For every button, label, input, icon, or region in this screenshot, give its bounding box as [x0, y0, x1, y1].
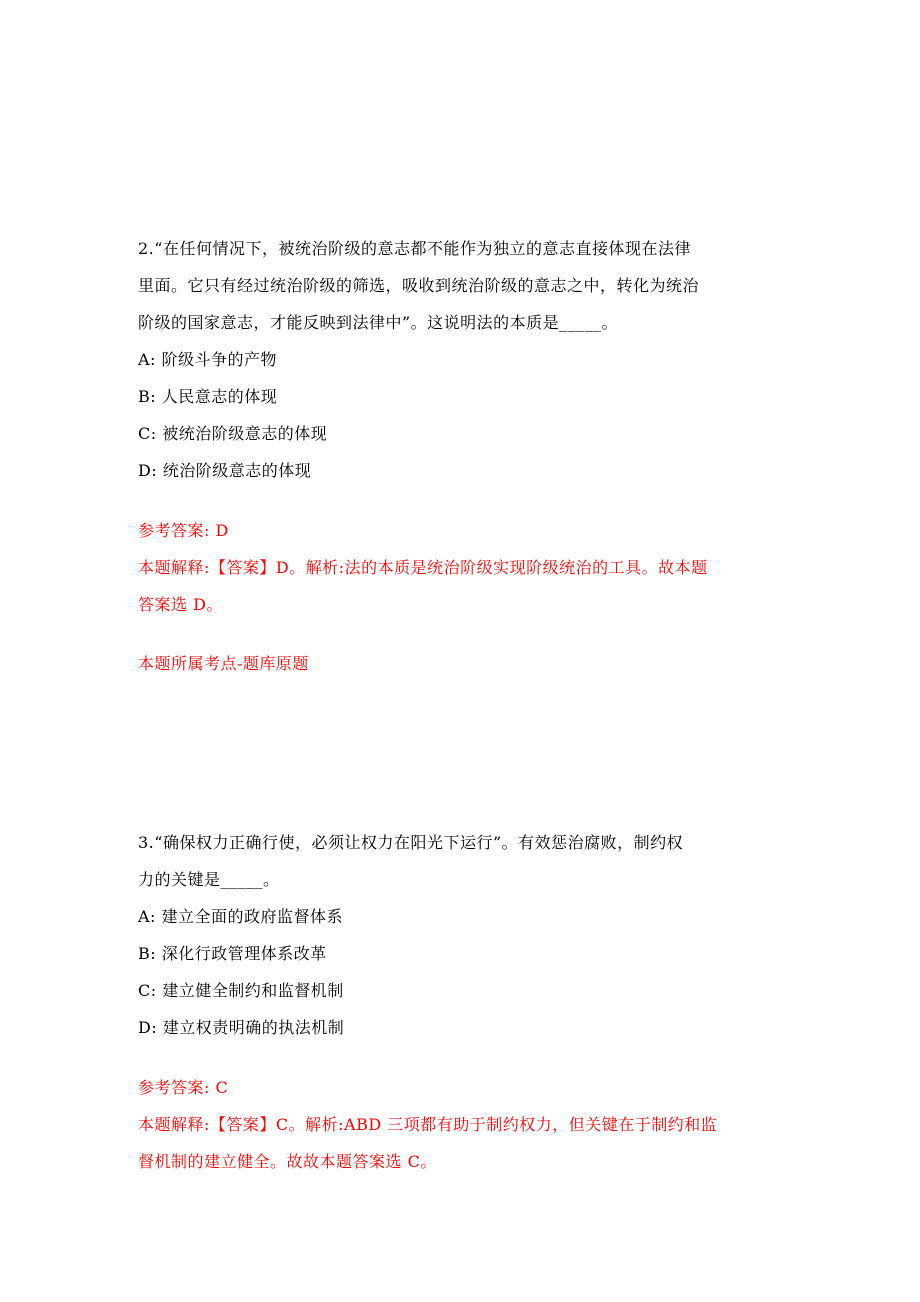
reference-answer: 参考答案: D — [138, 521, 229, 540]
question-3 — [138, 824, 788, 1180]
option-a: A: 阶级斗争的产物 — [138, 350, 278, 369]
option-b: B: 深化行政管理体系改革 — [138, 944, 327, 963]
explanation-line: 本题解释:【答案】D。解析:法的本质是统治阶级实现阶级统治的工具。故本题 — [138, 558, 708, 577]
option-d: D: 统治阶级意志的体现 — [138, 461, 312, 480]
question-2 — [138, 230, 788, 682]
option-d: D: 建立权责明确的执法机制 — [138, 1018, 345, 1037]
reference-answer: 参考答案: C — [138, 1078, 229, 1097]
question-stem-line: 力的关键是_____。 — [138, 870, 280, 889]
explanation-line: 本题解释:【答案】C。解析:ABD 三项都有助于制约权力，但关键在于制约和监 — [138, 1115, 718, 1134]
option-c: C: 建立健全制约和监督机制 — [138, 981, 344, 1000]
question-stem-line: 3.“确保权力正确行使，必须让权力在阳光下运行”。有效惩治腐败，制约权 — [138, 833, 684, 852]
option-c: C: 被统治阶级意志的体现 — [138, 424, 328, 443]
answer-block — [138, 1069, 788, 1180]
explanation-line: 答案选 D。 — [138, 595, 223, 614]
option-b: B: 人民意志的体现 — [138, 387, 278, 406]
option-a: A: 建立全面的政府监督体系 — [138, 907, 344, 926]
topic-label: 本题所属考点-题库原题 — [138, 654, 309, 673]
question-stem-line: 2.“在任何情况下，被统治阶级的意志都不能作为独立的意志直接体现在法律 — [138, 239, 691, 258]
explanation-line: 督机制的建立健全。故故本题答案选 C。 — [138, 1152, 437, 1171]
answer-block — [138, 512, 788, 682]
question-stem-line: 阶级的国家意志，才能反映到法律中”。这说明法的本质是_____。 — [138, 313, 619, 332]
question-stem-line: 里面。它只有经过统治阶级的筛选，吸收到统治阶级的意志之中，转化为统治 — [138, 276, 700, 295]
